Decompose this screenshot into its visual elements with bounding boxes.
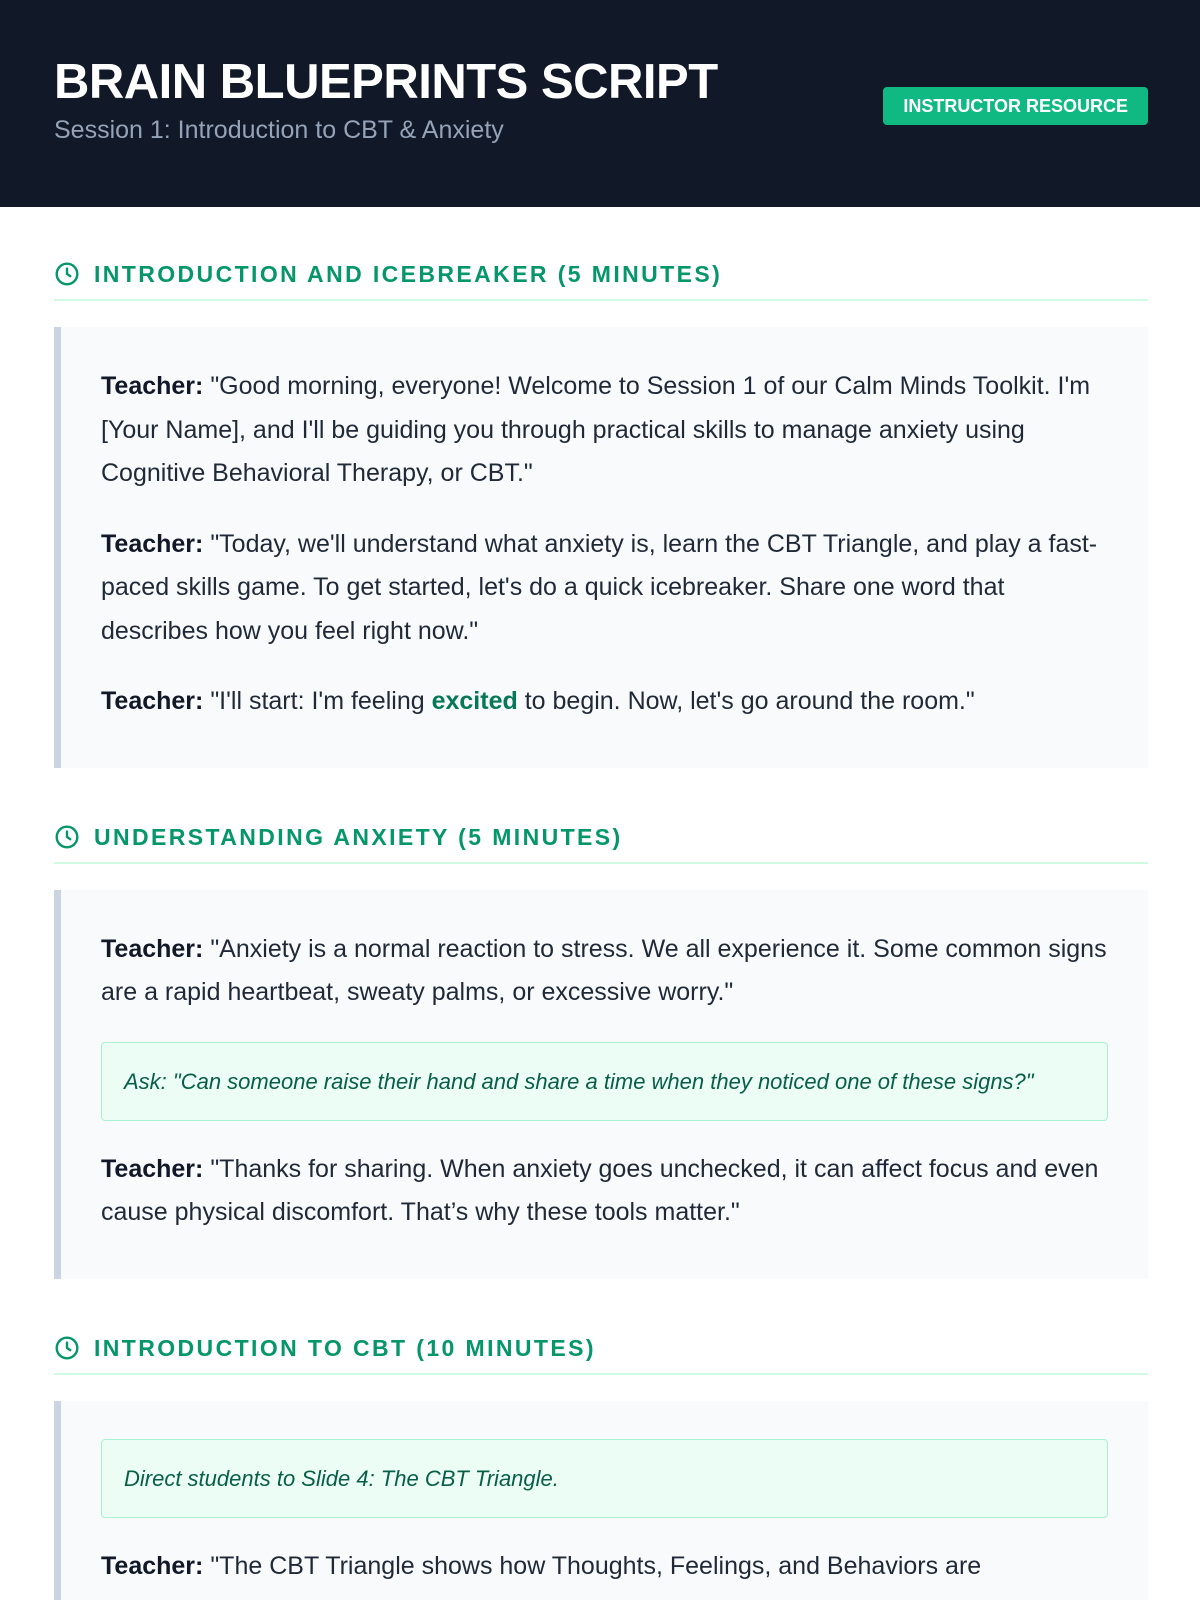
clock-icon [54, 261, 80, 287]
section-heading [54, 822, 1148, 864]
clock-icon [54, 824, 80, 850]
script-block [54, 890, 1148, 1279]
instructor-note: Direct students to Slide 4: The CBT Triangle. [101, 1439, 1108, 1518]
speaker-label: Teacher: [101, 687, 204, 715]
script-block [54, 327, 1148, 768]
section-title: INTRODUCTION AND ICEBREAKER (5 MINUTES) [94, 261, 723, 287]
highlighted-word: excited [431, 687, 518, 715]
line-text: "Anxiety is a normal reaction to stress. We all experience it. Some common signs are a rapid heartbeat, sweaty palms, or excessive worry." [101, 934, 1107, 1006]
resource-badge: INSTRUCTOR RESOURCE [883, 87, 1148, 125]
script-line [101, 680, 1108, 724]
line-text: "The CBT Triangle shows how Thoughts, Feelings, and Behaviors are [210, 1551, 982, 1580]
line-text: "Thanks for sharing. When anxiety goes unchecked, it can affect focus and even cause physical discomfort. That’s why these tools matter." [101, 1154, 1099, 1226]
section-heading [54, 1333, 1148, 1375]
script-content [0, 207, 1200, 1600]
section-title: INTRODUCTION TO CBT (10 MINUTES) [94, 1334, 596, 1361]
speaker-label: Teacher: [101, 934, 204, 963]
script-line [101, 523, 1108, 654]
page-title: BRAIN BLUEPRINTS SCRIPT [54, 55, 718, 109]
script-line [101, 928, 1108, 1015]
speaker-label: Teacher: [101, 1154, 204, 1183]
page-header [0, 0, 1200, 207]
section-heading [54, 259, 1148, 301]
speaker-label: Teacher: [101, 1551, 204, 1580]
script-line [101, 1148, 1108, 1235]
line-text: to begin. Now, let's go around the room." [524, 687, 975, 715]
clock-icon [54, 1335, 80, 1361]
script-line [101, 365, 1108, 496]
section-title: UNDERSTANDING ANXIETY (5 MINUTES) [94, 823, 623, 850]
speaker-label: Teacher: [101, 372, 204, 400]
page-subtitle: Session 1: Introduction to CBT & Anxiety [54, 116, 504, 144]
line-text: "I'll start: I'm feeling [210, 687, 425, 715]
script-line [101, 1545, 1108, 1589]
speaker-label: Teacher: [101, 529, 204, 558]
instructor-note: Ask: "Can someone raise their hand and share a time when they noticed one of these signs?" [101, 1042, 1108, 1121]
line-text: "Good morning, everyone! Welcome to Session 1 of our Calm Minds Toolkit. I'm [Your Name], and I'll be guiding you through practical skills to manage anxiety using Cognitive Behavioral Therapy, or CBT." [101, 372, 1091, 487]
line-text: "Today, we'll understand what anxiety is, learn the CBT Triangle, and play a fast-paced skills game. To get started, let's do a quick icebreaker. Share one word that describes how you feel right now." [101, 529, 1098, 645]
script-block [54, 1401, 1148, 1600]
